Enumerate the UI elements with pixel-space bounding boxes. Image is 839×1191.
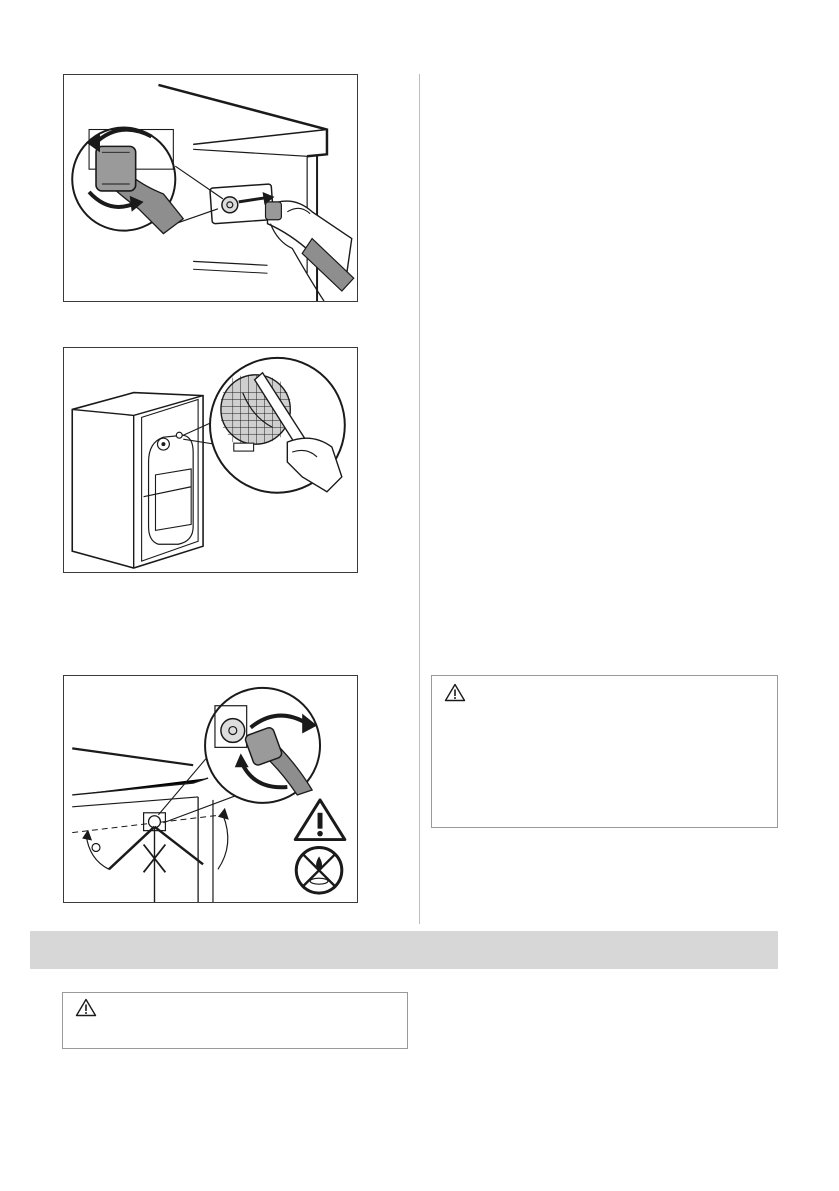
- inlet-filter-cleaning-figure: [63, 347, 358, 573]
- inlet-hose-angle-illustration: [64, 676, 357, 902]
- column-divider: [419, 74, 420, 924]
- inlet-hose-removal-figure: [63, 74, 358, 302]
- bottom-warning-box: [62, 992, 408, 1049]
- inlet-hose-unscrew-illustration: [64, 75, 357, 301]
- warning-triangle-icon: [444, 683, 466, 702]
- inlet-hose-reinstall-figure: [63, 675, 358, 903]
- warning-triangle-icon: [75, 998, 97, 1017]
- section-heading-band: [30, 931, 778, 969]
- right-warning-box: [431, 675, 778, 828]
- filter-brush-cleaning-illustration: [64, 348, 357, 572]
